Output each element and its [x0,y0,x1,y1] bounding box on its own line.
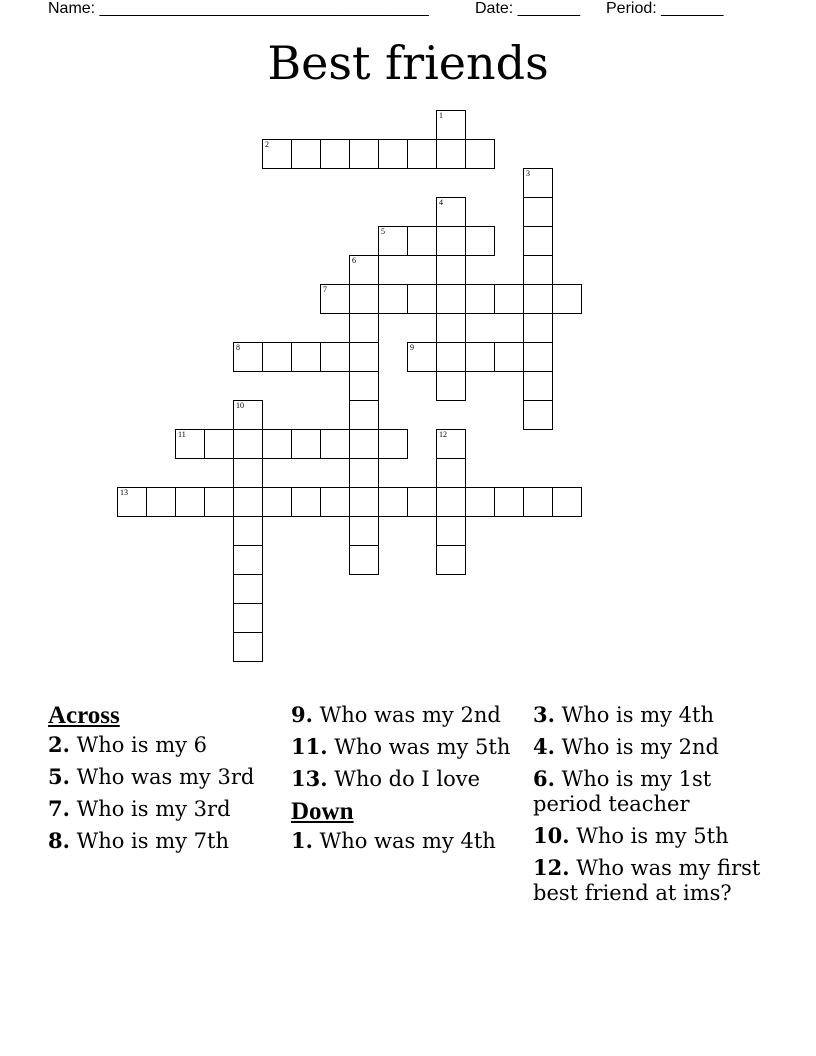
crossword-cell[interactable] [262,487,292,517]
crossword-cell[interactable] [349,545,379,575]
crossword-cell[interactable] [436,342,466,372]
crossword-cell[interactable] [407,284,437,314]
crossword-cell[interactable] [349,371,379,401]
crossword-cell[interactable] [320,487,350,517]
clue-across-8: 8. Who is my 7th [48,828,229,853]
clue-number: 8 [236,343,240,352]
clue-down-3: 3. Who is my 4th [533,702,714,727]
clue-number: 3 [526,169,530,178]
crossword-cell[interactable] [523,371,553,401]
crossword-cell[interactable] [436,110,466,140]
crossword-cell[interactable] [436,313,466,343]
crossword-cell[interactable] [233,458,263,488]
date-field: Date: _______ [475,0,580,17]
crossword-cell[interactable] [233,632,263,662]
crossword-cell[interactable] [233,516,263,546]
crossword-cell[interactable] [465,139,495,169]
clue-number: 5 [381,227,385,236]
crossword-cell[interactable] [320,342,350,372]
across-heading: Across [48,702,120,729]
crossword-cell[interactable] [204,487,234,517]
clue-number: 4 [439,198,443,207]
crossword-cell[interactable] [378,429,408,459]
crossword-cell[interactable] [436,255,466,285]
crossword-cell[interactable] [465,226,495,256]
clue-down-4: 4. Who is my 2nd [533,734,720,759]
crossword-cell[interactable] [233,574,263,604]
crossword-cell[interactable] [233,400,263,430]
clue-number: 10 [236,401,244,410]
crossword-cell[interactable] [146,487,176,517]
clue-down-12: 12. Who was my first best friend at ims? [533,855,761,905]
crossword-cell[interactable] [494,487,524,517]
crossword-cell[interactable] [320,284,350,314]
crossword-cell[interactable] [233,487,263,517]
clues-column-2 [291,702,529,860]
crossword-cell[interactable] [378,226,408,256]
crossword-cell[interactable] [407,342,437,372]
crossword-cell[interactable] [262,139,292,169]
clue-number: 1 [439,111,443,120]
crossword-cell[interactable] [523,313,553,343]
crossword-cell[interactable] [349,487,379,517]
crossword-cell[interactable] [175,487,205,517]
clue-across-5: 5. Who was my 3rd [48,764,255,789]
crossword-cell[interactable] [233,603,263,633]
clue-number: 6 [352,256,356,265]
clue-across-13: 13. Who do I love [291,766,481,791]
crossword-cell[interactable] [117,487,147,517]
crossword-cell[interactable] [349,255,379,285]
crossword-cell[interactable] [436,226,466,256]
crossword-cell[interactable] [436,429,466,459]
name-field: Name: _____________________________________ [48,0,429,17]
clue-across-7: 7. Who is my 3rd [48,796,231,821]
crossword-cell[interactable] [523,342,553,372]
crossword-cell[interactable] [494,342,524,372]
clue-number: 13 [120,488,128,497]
crossword-cell[interactable] [349,400,379,430]
crossword-cell[interactable] [291,487,321,517]
clues-column-1 [48,702,288,860]
page-title: Best friends [267,36,549,90]
crossword-cell[interactable] [378,284,408,314]
crossword-cell[interactable] [378,487,408,517]
crossword-cell[interactable] [320,429,350,459]
crossword-cell[interactable] [407,487,437,517]
crossword-cell[interactable] [175,429,205,459]
clue-down-6: 6. Who is my 1st period teacher [533,766,712,816]
crossword-cell[interactable] [436,284,466,314]
crossword-cell[interactable] [436,487,466,517]
crossword-cell[interactable] [407,226,437,256]
crossword-cell[interactable] [523,168,553,198]
crossword-cell[interactable] [465,487,495,517]
crossword-cell[interactable] [494,284,524,314]
crossword-cell[interactable] [436,371,466,401]
crossword-cell[interactable] [291,342,321,372]
crossword-cell[interactable] [262,429,292,459]
crossword-cell[interactable] [436,139,466,169]
clue-across-2: 2. Who is my 6 [48,732,208,757]
clue-across-11: 11. Who was my 5th [291,734,511,759]
clue-number: 2 [265,140,269,149]
crossword-cell[interactable] [523,197,553,227]
crossword-cell[interactable] [552,284,582,314]
crossword-cell[interactable] [523,487,553,517]
crossword-cell[interactable] [349,516,379,546]
crossword-cell[interactable] [349,284,379,314]
crossword-cell[interactable] [523,284,553,314]
crossword-cell[interactable] [465,284,495,314]
crossword-cell[interactable] [552,487,582,517]
period-field: Period: _______ [606,0,724,17]
crossword-cell[interactable] [349,429,379,459]
crossword-cell[interactable] [465,342,495,372]
crossword-cell[interactable] [233,342,263,372]
crossword-cell[interactable] [436,516,466,546]
down-heading: Down [291,798,354,825]
crossword-cell[interactable] [291,429,321,459]
crossword-cell[interactable] [436,545,466,575]
clue-number: 12 [439,430,447,439]
crossword-cell[interactable] [291,139,321,169]
crossword-cell[interactable] [378,139,408,169]
crossword-cell[interactable] [436,197,466,227]
clue-down-10: 10. Who is my 5th [533,823,729,848]
crossword-cell[interactable] [523,226,553,256]
crossword-cell[interactable] [349,313,379,343]
crossword-cell[interactable] [523,400,553,430]
crossword-cell[interactable] [349,139,379,169]
clue-number: 7 [323,285,327,294]
crossword-cell[interactable] [262,342,292,372]
crossword-cell[interactable] [204,429,234,459]
clues-column-3 [533,702,773,912]
clue-number: 11 [178,430,186,439]
crossword-cell[interactable] [233,429,263,459]
crossword-cell[interactable] [436,458,466,488]
crossword-cell[interactable] [523,255,553,285]
crossword-cell[interactable] [349,342,379,372]
clue-across-9: 9. Who was my 2nd [291,702,501,727]
clue-down-1: 1. Who was my 4th [291,828,496,853]
crossword-cell[interactable] [407,139,437,169]
crossword-cell[interactable] [320,139,350,169]
clue-number: 9 [410,343,414,352]
crossword-cell[interactable] [349,458,379,488]
crossword-cell[interactable] [233,545,263,575]
